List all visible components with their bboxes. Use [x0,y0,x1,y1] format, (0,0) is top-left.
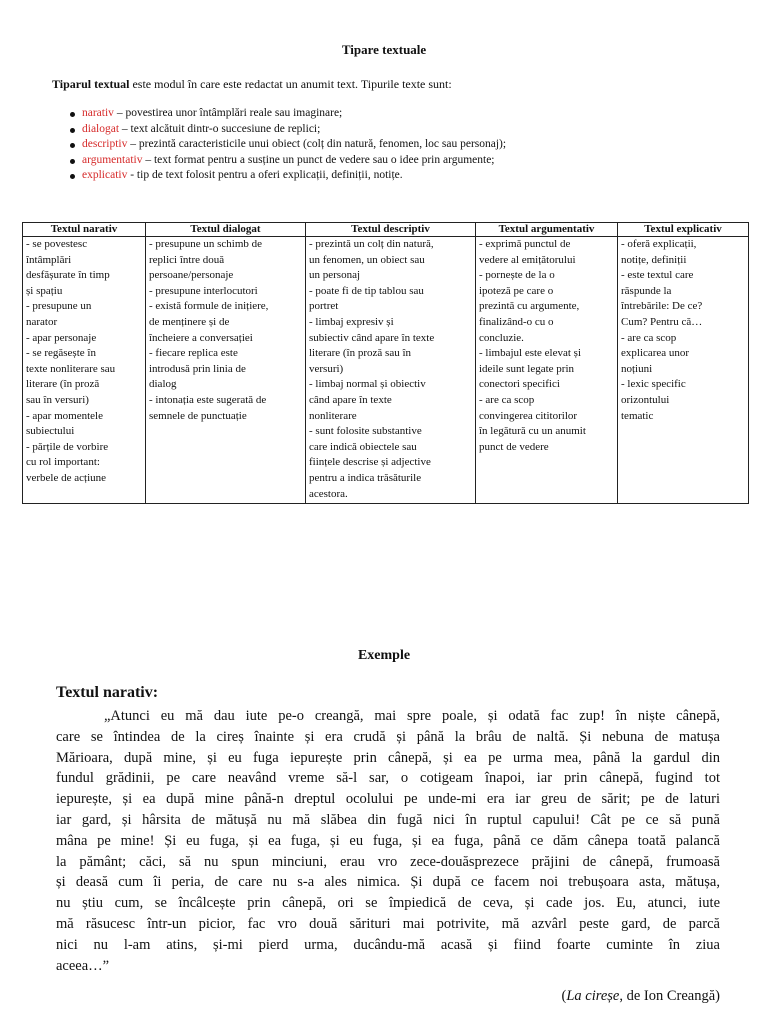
excerpt-line: Mărioara, după mine, și eu fuga iepurește prin cânepă, și ea pe urma mea, până la gardul din [56,749,720,766]
excerpt-line: fundul grădinii, pe care neavând vreme să-l sar, o cotigeam înapoi, iar prin cânepă, fugind tot [56,770,720,787]
cell-narativ [23,237,146,504]
cell-line: - limbaj expresiv și [309,315,394,328]
text-types-list [52,106,506,184]
work-title: La cireșe [566,988,620,1004]
cell-descriptiv [306,237,476,504]
column-header-dialogat: Textul dialogat [146,223,306,237]
attribution-author: , de Ion Creangă) [619,988,720,1004]
narrative-example-heading: Textul narativ: [56,684,159,701]
cell-line: un personaj [309,269,361,282]
cell-line: un fenomen, un obiect sau [309,253,425,266]
cell-line: când apare în texte [309,393,392,406]
cell-line: - este textul care [621,269,694,282]
cell-line: în legătură cu un anumit [479,425,586,438]
cell-line: - pornește de la o [479,269,555,282]
cell-line: explicarea unor [621,347,690,360]
cell-line: finalizând-o cu o [479,315,554,328]
cell-line: concluzie. [479,331,524,344]
cell-line: persoane/personaje [149,269,234,282]
excerpt-line: la pământ; căci, să nu spun minciuni, erau vro zece-douăsprezece prăjini de cânepă, frumoasă [56,853,720,870]
examples-heading: Exemple [357,648,411,663]
bullet-icon [70,112,75,117]
cell-line: și spațiu [26,284,63,297]
type-keyword: narativ [82,107,114,119]
column-header-explicativ: Textul explicativ [618,223,749,237]
cell-line: - oferă explicații, [621,238,697,250]
cell-line: ființele descrise și adjective [309,456,431,469]
cell-line: sau în versuri) [26,393,89,406]
intro-term: Tiparul textual [52,77,130,91]
attribution-open: ( [561,988,567,1004]
type-keyword: argumentativ [82,153,143,166]
excerpt-line: „Atunci eu mă dau iute pe-o creangă, mai spre poale, și odată fac zup! în niște cânepă, [104,708,720,724]
cell-line: replici între două [149,253,225,266]
cell-line: vedere al emițătorului [479,253,576,266]
list-item [52,106,506,122]
excerpt-line: iepurește, și ea după mine până-n dreptul ocolului pe unde-mi era iar greu de sărit; pe de laturi [56,791,720,808]
text-types-table [22,222,749,504]
cell-line: - apar personaje [26,331,97,344]
cell-line: nonliterare [309,409,357,422]
list-item [52,153,506,169]
excerpt-attribution [561,988,720,1005]
page-title: Tipare textuale [341,42,427,57]
bullet-icon [70,174,75,179]
cell-line: punct de vedere [479,440,549,453]
cell-line: - limbaj normal și obiectiv [309,378,426,391]
intro-text: este modul în care este redactat un anumit text. Tipurile texte sunt: [129,77,452,91]
cell-line: - intonația este sugerată de [149,393,267,406]
cell-line: ipoteză pe care o [479,284,554,297]
type-keyword: explicativ [82,169,128,181]
cell-line: - părțile de vorbire [26,440,109,453]
cell-line: - prezintă un colț din natură, [309,238,434,250]
excerpt-line: care se întindea de la cireș înainte și era crudă și până la brâu de naltă. Și nebuna de matușa [56,728,720,745]
bullet-icon [70,159,75,164]
cell-line: - presupune un schimb de [149,238,263,250]
type-description: – text format pentru a susține un punct de vedere sau o idee prin argumente; [142,153,495,166]
excerpt-line: nu știu cum, se încâlcește prin cânepă, ori se împiedică de ceva, și cade jos. Eu, atunci, iute [56,895,720,912]
excerpt-line: mâna pe mine! Și eu fuga, și ea fuga, și eu fuga, și ea fuga, până ce dăm cânepa toată palancă [56,832,720,849]
cell-line: - presupune interlocutori [149,284,258,297]
cell-line: dialog [149,378,177,391]
excerpt-line: nici nu l-am atins, și-mi pierd urma, ducându-mă acasă și fiind foarte cuminte în ziua [56,936,720,953]
column-header-argumentativ: Textul argumentativ [476,223,618,237]
cell-line: răspunde la [621,284,672,297]
type-keyword: descriptiv [82,138,128,150]
type-description: – prezintă caracteristicile unui obiect (colț din natură, fenomen, loc sau personaj); [127,138,507,150]
cell-line: - fiecare replica este [149,347,238,360]
table-header-row [23,223,749,237]
cell-line: narator [26,315,58,328]
cell-line: literare (în proză [26,378,100,391]
cell-line: întrebările: De ce? [621,300,703,313]
cell-line: - limbajul este elevat și [479,347,582,360]
cell-line: pentru a indica trăsăturile [309,471,422,484]
cell-line: noțiuni [621,362,653,375]
cell-line: - exprimă punctul de [479,238,571,250]
cell-line: convingerea cititorilor [479,409,578,422]
cell-line: - are ca scop [621,331,677,344]
cell-line: ideile sunt legate prin [479,362,574,375]
cell-line: - există formule de inițiere, [149,300,269,313]
cell-line: încheiere a conversației [149,331,253,344]
cell-line: subiectului [26,425,75,438]
cell-line: - se regăsește în [26,347,96,360]
cell-line: introdusă prin linia de [149,362,246,375]
cell-argumentativ [476,237,618,504]
cell-line: Cum? Pentru că… [621,315,703,328]
cell-line: conectori specifici [479,378,560,391]
cell-line: - apar momentele [26,409,103,422]
cell-dialogat [146,237,306,504]
excerpt-line: aceea…” [56,957,110,974]
cell-line: literare (în proză sau în [309,347,412,360]
list-item [52,122,506,138]
excerpt-line: mă răsucesc într-un picior, fac vro două sărituri mai potrivite, mă azvârl peste gard, de parcă [56,915,720,932]
cell-line: desfășurate în timp [26,269,110,282]
cell-line: întâmplări [26,253,72,266]
type-description: - tip de text folosit pentru a oferi explicații, definiții, notițe. [127,169,403,181]
cell-line: portret [309,300,339,313]
narrative-excerpt [56,706,720,976]
cell-line: prezintă cu argumente, [479,300,580,313]
cell-line: - se povestesc [26,238,88,250]
cell-line: verbele de acțiune [26,471,107,484]
cell-line: notițe, definiții [621,253,687,266]
type-description: – text alcătuit dintr-o succesiune de replici; [119,122,321,135]
cell-explicativ [618,237,749,504]
cell-line: tematic [621,409,654,422]
cell-line: semnele de punctuație [149,409,247,422]
cell-line: acestora. [309,487,348,500]
cell-line: - poate fi de tip tablou sau [309,284,424,297]
cell-line: orizontului [621,393,670,406]
excerpt-line: iar gard, și hârsita de mătușă nu mă slăbea din fugă nici în ruptul capului! Cât pe ce să pună [56,811,720,828]
cell-line: texte nonliterare sau [26,362,116,375]
bullet-icon [70,128,75,133]
cell-line: versuri) [309,362,344,375]
cell-line: subiectiv când apare în texte [309,331,435,344]
column-header-descriptiv: Textul descriptiv [306,223,476,237]
intro-paragraph [52,77,452,92]
cell-line: - are ca scop [479,393,535,406]
cell-line: cu rol important: [26,456,100,469]
bullet-icon [70,143,75,148]
table-row [23,237,749,504]
cell-line: - sunt folosite substantive [309,425,422,438]
type-description: – povestirea unor întâmplări reale sau imaginare; [113,107,343,119]
cell-line: de menținere și de [149,315,230,328]
excerpt-line: și deasă cum îi peria, de care nu s-a ales nimica. Și după ce facem noi trebușoara asta, mătușa, [56,874,720,891]
list-item [52,137,506,153]
column-header-narativ: Textul narativ [23,223,146,237]
cell-line: - presupune un [26,300,92,313]
type-keyword: dialogat [82,122,120,135]
list-item [52,168,506,184]
cell-line: care indică obiectele sau [309,440,417,453]
cell-line: - lexic specific [621,378,686,391]
